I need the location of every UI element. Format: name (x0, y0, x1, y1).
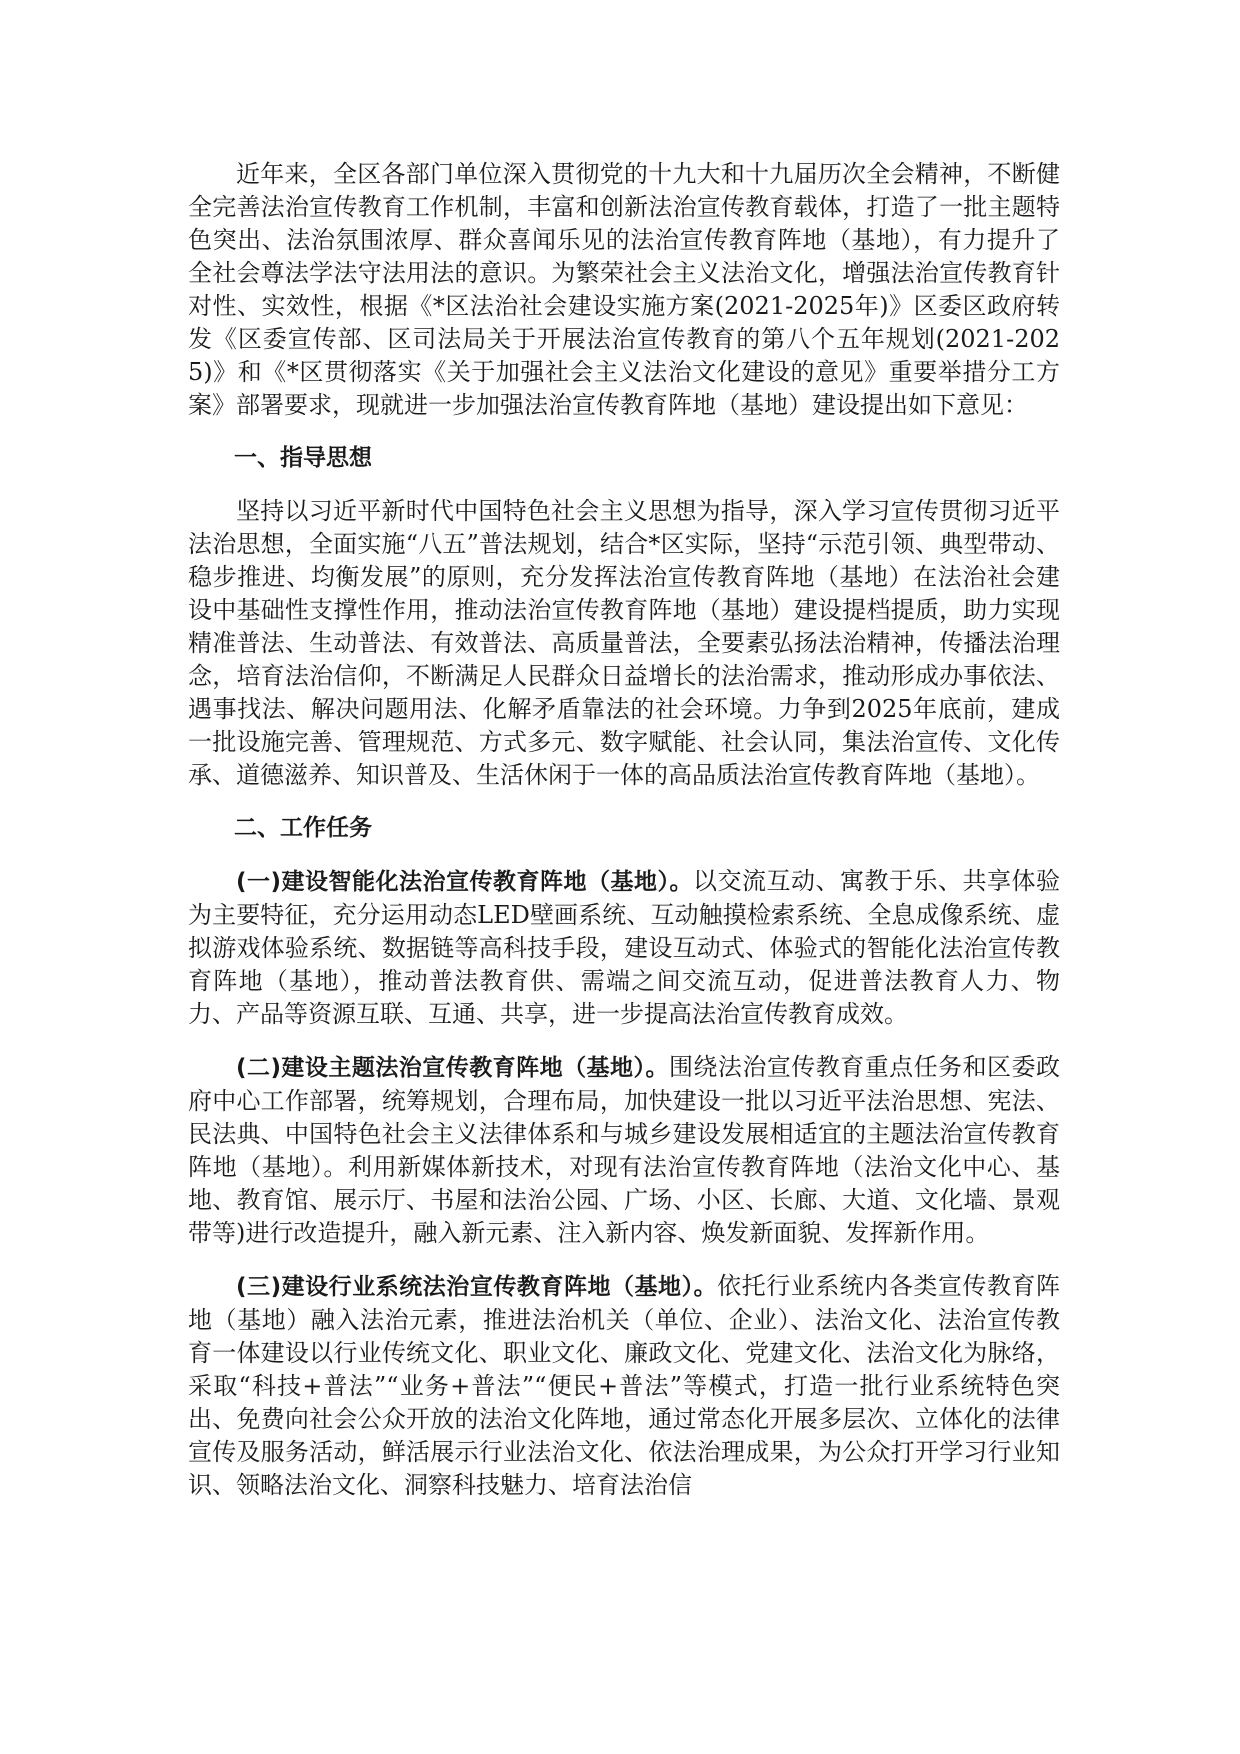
task-3-text: 依托行业系统内各类宣传教育阵地（基地）融入法治元素，推进法治机关（单位、企业）、法治文化、法治宣传教育一体建设以行业传统文化、职业文化、廉政文化、党建文化、法治文化为脉络，采取“科技+普法”“业务+普法”“便民+普法”等模式，打造一批行业系统特色突出、免费向社会公众开放的法治文化阵地，通过常态化开展多层次、立体化的法律宣传及服务活动，鲜活展示行业法治文化、依法治理成果，为公众打开学习行业知识、领略法治文化、洞察科技魅力、培育法治信 (188, 1272, 1060, 1499)
section-heading-guiding-ideology: 一、指导思想 (234, 445, 372, 471)
task-paragraph-1 (188, 865, 1060, 1031)
task-3-lead: (三)建设行业系统法治宣传教育阵地（基地）。 (236, 1274, 718, 1300)
task-2-text: 围绕法治宣传教育重点任务和区委政府中心工作部署，统筹规划，合理布局，加快建设一批以习近平法治思想、宪法、民法典、中国特色社会主义法律体系和与城乡建设发展相适宜的主题法治宣传教育阵地（基地）。利用新媒体新技术，对现有法治宣传教育阵地（法治文化中心、基地、教育馆、展示厅、书屋和法治公园、广场、小区、长廊、大道、文化墙、景观带等)进行改造提升，融入新元素、注入新内容、焕发新面貌、发挥新作用。 (188, 1053, 1060, 1247)
section-heading-work-tasks: 二、工作任务 (234, 815, 372, 841)
task-1-lead: (一)建设智能化法治宣传教育阵地（基地）。 (236, 869, 694, 895)
task-paragraph-2 (188, 1051, 1060, 1250)
guiding-ideology-paragraph: 坚持以习近平新时代中国特色社会主义思想为指导，深入学习宣传贯彻习近平法治思想，全面实施“八五”普法规划，结合*区实际，坚持“示范引领、典型带动、稳步推进、均衡发展”的原则，充分发挥法治宣传教育阵地（基地）在法治社会建设中基础性支撑性作用，推动法治宣传教育阵地（基地）建设提档提质，助力实现精准普法、生动普法、有效普法、高质量普法，全要素弘扬法治精神，传播法治理念，培育法治信仰，不断满足人民群众日益增长的法治需求，推动形成办事依法、遇事找法、解决问题用法、化解矛盾靠法的社会环境。力争到2025年底前，建成一批设施完善、管理规范、方式多元、数字赋能、社会认同，集法治宣传、文化传承、道德滋养、知识普及、生活休闲于一体的高品质法治宣传教育阵地（基地）。 (188, 497, 1060, 789)
task-2-lead: (二)建设主题法治宣传教育阵地（基地）。 (236, 1055, 669, 1081)
document-page (188, 158, 1060, 1522)
intro-paragraph: 近年来，全区各部门单位深入贯彻党的十九大和十九届历次全会精神，不断健全完善法治宣传教育工作机制，丰富和创新法治宣传教育载体，打造了一批主题特色突出、法治氛围浓厚、群众喜闻乐见的法治宣传教育阵地（基地），有力提升了全社会尊法学法守法用法的意识。为繁荣社会主义法治文化，增强法治宣传教育针对性、实效性，根据《*区法治社会建设实施方案(2021-2025年)》区委区政府转发《区委宣传部、区司法局关于开展法治宣传教育的第八个五年规划(2021-2025)》和《*区贯彻落实《关于加强社会主义法治文化建设的意见》重要举措分工方案》部署要求，现就进一步加强法治宣传教育阵地（基地）建设提出如下意见： (188, 160, 1060, 419)
task-paragraph-3 (188, 1270, 1060, 1502)
task-1-text: 以交流互动、寓教于乐、共享体验为主要特征，充分运用动态LED壁画系统、互动触摸检索系统、全息成像系统、虚拟游戏体验系统、数据链等高科技手段，建设互动式、体验式的智能化法治宣传教育阵地（基地），推动普法教育供、需端之间交流互动，促进普法教育人力、物力、产品等资源互联、互通、共享，进一步提高法治宣传教育成效。 (188, 867, 1061, 1028)
